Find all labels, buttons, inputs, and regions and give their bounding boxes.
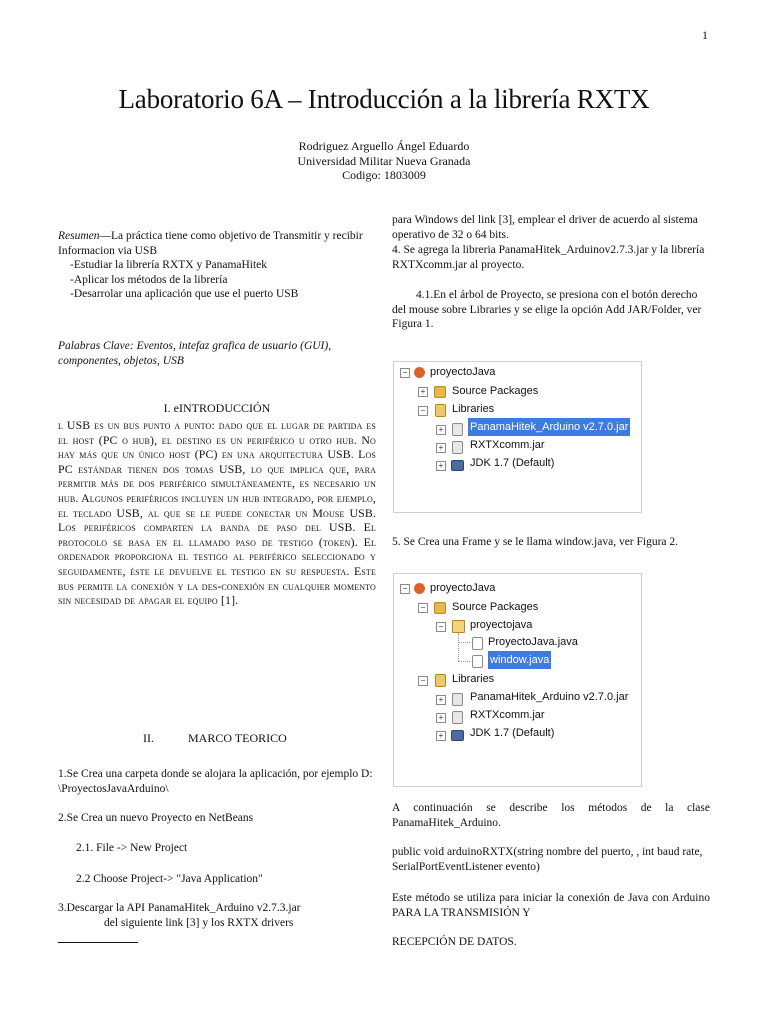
abstract [58,229,376,302]
keywords: Palabras Clave: Eventos, intefaz grafica de usuario (GUI), componentes, objetos, USB [58,340,332,367]
java-file-icon [472,655,483,668]
step-2: 2.Se Crea un nuevo Proyecto en NetBeans [58,812,254,824]
tree-connector [458,661,470,662]
expand-icon[interactable]: + [436,695,446,705]
package-icon [434,386,446,398]
right-paragraph-4: 5. Se Crea una Frame y se le llama window.java, ver Figura 2. [392,536,679,548]
right-paragraph-3: 4.1.En el árbol de Proyecto, se presiona con el botón derecho del mouse sobre Libraries y se elige la opción Add JAR/Folder, ver Figura 1. [392,289,702,330]
project-icon [414,367,425,378]
section-number: II. [143,731,154,745]
tree-connector [458,642,470,643]
tree-item-window-file[interactable]: window.java [488,651,551,669]
step-1: 1.Se Crea una carpeta donde se alojara la aplicación, por ejemplo D: \ProyectosJavaArduino\ [58,768,373,795]
document-title: Laboratorio 6A – Introducción a la librería RXTX [118,84,650,114]
jdk-icon [451,730,464,741]
author-name: Rodriguez Arguello Ángel Eduardo [298,139,470,153]
java-package-icon [452,620,465,633]
step-2-1: 2.1. File -> New Project [76,842,188,854]
figure-1-project-tree [393,361,642,513]
expand-icon[interactable]: + [436,713,446,723]
jar-icon [452,711,463,724]
java-file-icon [472,637,483,650]
tree-item-proyectojava-package[interactable]: proyectojava [470,619,533,631]
author-code: Codigo: 1803009 [342,168,426,182]
collapse-icon[interactable]: − [400,584,410,594]
tree-item-rxtxcomm-jar[interactable]: RXTXcomm.jar [470,709,545,721]
abstract-item: -Aplicar los métodos de la librería [70,273,228,286]
step-3: 3.Descargar la API PanamaHitek_Arduino v2.7.3.jar [58,902,301,914]
tree-item-jdk[interactable]: JDK 1.7 (Default) [470,457,555,469]
collapse-icon[interactable]: − [400,368,410,378]
tree-item-source-packages[interactable]: Source Packages [452,385,539,397]
abstract-label: Resumen [58,230,100,242]
abstract-item: -Desarrolar una aplicación que use el puerto USB [70,288,299,300]
tree-item-libraries[interactable]: Libraries [452,403,495,415]
figure-2-project-tree [393,573,642,787]
jar-icon [452,693,463,706]
section-heading-introduction: I. eINTRODUCCIÓN [163,401,271,415]
expand-icon[interactable]: + [436,425,446,435]
project-icon [414,583,425,594]
tree-item-jdk[interactable]: JDK 1.7 (Default) [470,727,555,739]
expand-icon[interactable]: + [436,461,446,471]
footnote-rule [58,942,138,943]
expand-icon[interactable]: + [436,443,446,453]
expand-icon[interactable]: + [436,731,446,741]
right-paragraph-5: A continuación se describe los métodos de la clase PanamaHitek_Arduino. [392,802,710,829]
tree-item-panamahitek-jar[interactable]: PanamaHitek_Arduino v2.7.0.jar [468,418,630,436]
jdk-icon [451,460,464,471]
right-paragraph-2: 4. Se agrega la libreria PanamaHitek_Arduinov2.7.3.jar y la librería RXTXcomm.jar al proyecto. [392,244,705,271]
tree-item-libraries[interactable]: Libraries [452,673,495,685]
abstract-item: -Estudiar la librería RXTX y PanamaHitek [70,259,268,271]
library-icon [435,404,446,417]
author-university: Universidad Militar Nueva Granada [297,153,471,168]
right-paragraph-8: RECEPCIÓN DE DATOS. [392,936,517,948]
collapse-icon[interactable]: − [418,406,428,416]
tree-item-panamahitek-jar[interactable]: PanamaHitek_Arduino v2.7.0.jar [470,691,629,703]
right-paragraph-1: para Windows del link [3], emplear el driver de acuerdo al sistema operativo de 32 o 64 bits. [392,214,698,241]
collapse-icon[interactable]: − [418,603,428,613]
section-heading-marco: MARCO TEORICO [188,731,287,745]
tree-item-source-packages[interactable]: Source Packages [452,601,539,613]
tree-item-proyectojava-file[interactable]: ProyectoJava.java [488,636,578,648]
package-icon [434,602,446,614]
author-block [0,139,768,183]
tree-item-rxtxcomm-jar[interactable]: RXTXcomm.jar [470,439,545,451]
introduction-body: l USB es un bus punto a punto: dado que el lugar de partida es el host (PC o hub), el destino es un periférico u otro hub. No hay más que un único host (PC) en una arquitectura USB. Los PC estándar tienen dos tomas USB, lo que implica que, para permitir más de dos periférico simultáneamente, es necesario un hub. Algunos periféricos incluyen un hub integrado, por ejemplo, el teclado USB, al que se le puede conectar un Mouse USB. Los periféricos comparten la banda de paso del USB. El protocolo se basa en el llamado paso de testigo (token). El ordenador proporciona el testigo al periférico seleccionado y seguidamente, éste le devuelve el testigo en su respuesta. Este bus permite la conexión y la des-conexión en cualquier momento sin necesidad de apagar el equipo [1]. [58,418,376,608]
right-paragraph-7: Este método se utiliza para iniciar la conexión de Java con Arduino PARA LA TRANSMISIÓN Y [392,892,710,919]
right-paragraph-6: public void arduinoRXTX(string nombre del puerto, , int baud rate, SerialPortEventListener evento) [392,846,703,873]
jar-icon [452,423,463,436]
collapse-icon[interactable]: − [436,622,446,632]
tree-item-project[interactable]: proyectoJava [430,366,496,378]
jar-icon [452,441,463,454]
step-3-continued: del siguiente link [3] y los RXTX drivers [104,917,294,929]
page-number: 1 [702,28,708,42]
tree-connector [458,633,459,661]
step-2-2: 2.2 Choose Project-> "Java Application" [76,873,263,885]
collapse-icon[interactable]: − [418,676,428,686]
tree-item-project[interactable]: proyectoJava [430,582,496,594]
expand-icon[interactable]: + [418,387,428,397]
abstract-text: —La práctica tiene como objetivo de Transmitir y recibir Informacion via USB [58,230,363,257]
library-icon [435,674,446,687]
